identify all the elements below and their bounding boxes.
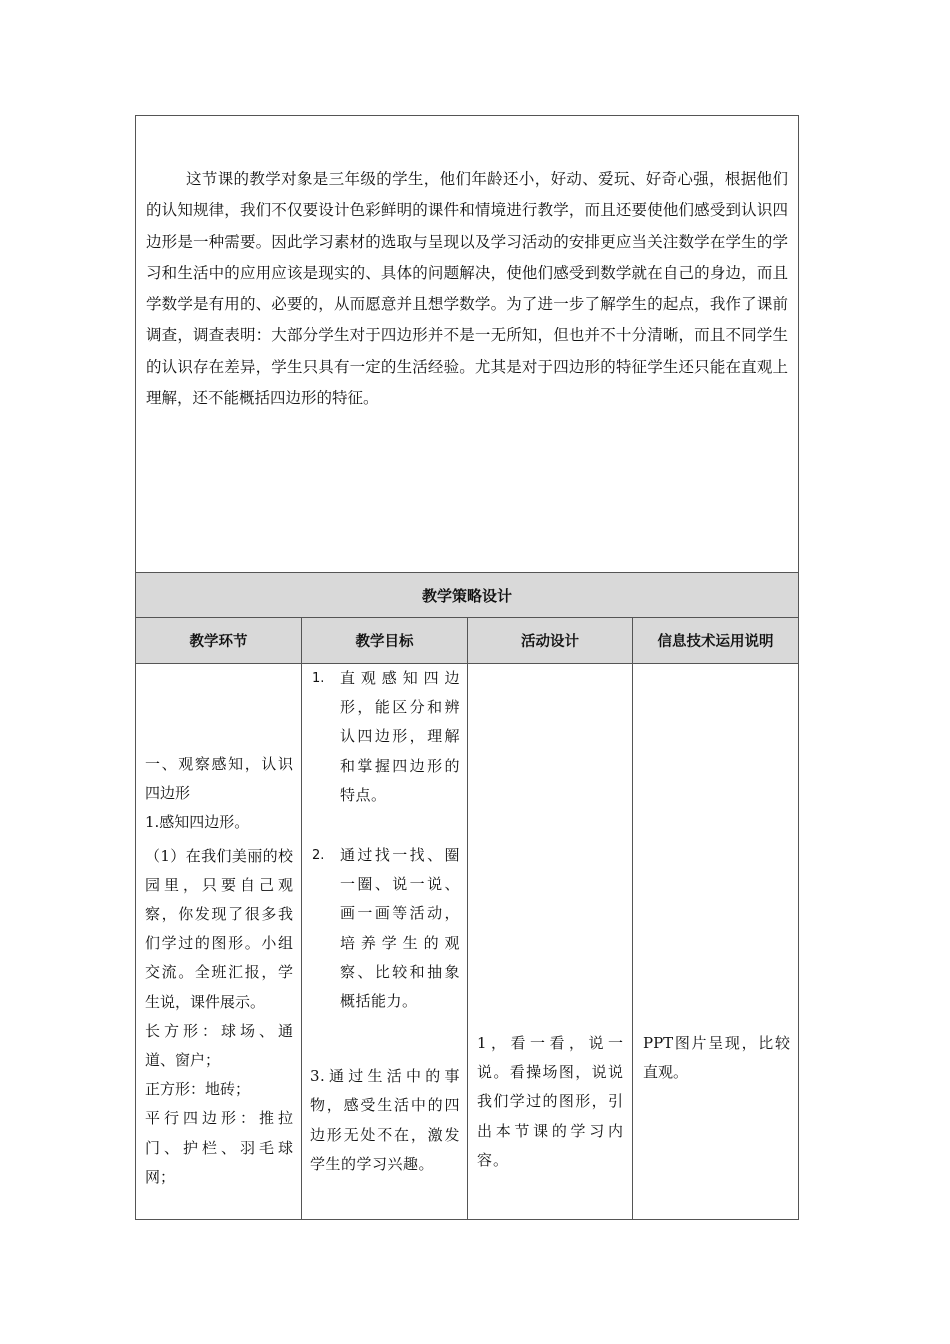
- header-activity-design: 活动设计: [468, 618, 633, 663]
- objective-number: 2.: [312, 848, 325, 864]
- objective-text: 通过找一找、圈一圈、说一说、画一画等活动，培养学生的观察、比较和抽象概括能力。: [340, 846, 460, 1011]
- stage-subtitle: 1.感知四边形。: [145, 813, 250, 832]
- table-header-row: [136, 618, 798, 664]
- table-row: [136, 664, 798, 1219]
- objective-item-2: [310, 841, 460, 1016]
- student-analysis-paragraph: 这节课的教学对象是三年级的学生，他们年龄还小，好动、爱玩、好奇心强，根据他们的认知规律，我们不仅要设计色彩鲜明的课件和情境进行教学，而且还要使他们感受到认识四边形是一种需要。因此学习素材的选取与呈现以及学习活动的安排更应当关注数学在学生的学习和生活中的应用应该是现实的、具体的问题解决，使他们感受到数学就在自己的身边，而且学数学是有用的、必要的，从而愿意并且想学数学。为了进一步了解学生的起点，我作了课前调查，调查表明：大部分学生对于四边形并不是一无所知，但也并不十分清晰，而且不同学生的认识存在差异，学生只具有一定的生活经验。尤其是对于四边形的特征学生还只能在直观上理解，还不能概括四边形的特征。: [146, 170, 788, 408]
- tech-notes-text: PPT图片呈现，比较直观。: [643, 1034, 790, 1082]
- tech-notes-cell: [633, 664, 798, 1219]
- stage-rectangle-examples: 长方形：球场、通道、窗户；: [145, 1021, 293, 1070]
- header-tech-notes: 信息技术运用说明: [657, 634, 774, 650]
- objective-number: 1.: [312, 671, 325, 686]
- stage-square-examples: 正方形：地砖；: [145, 1080, 251, 1099]
- objective-item-3: [310, 1062, 460, 1179]
- activity-design-cell: [468, 664, 633, 1219]
- stage-parallelogram-examples: 平行四边形：推拉门、护栏、羽毛球网；: [145, 1109, 293, 1186]
- objective-text: 3.通过生活中的事物，感受生活中的四边形无处不在，激发学生的学习兴趣。: [310, 1067, 460, 1173]
- teaching-stage-cell: [136, 664, 302, 1219]
- stage-title: 一、观察感知，认识四边形: [145, 755, 293, 803]
- activity-text: 1，看一看，说一说。看操场图，说说我们学过的图形，引出本节课的学习内容。: [477, 1034, 624, 1169]
- objective-text: 直观感知四边形，能区分和辨认四边形，理解和掌握四边形的特点。: [340, 669, 460, 804]
- stage-item-1: （1）在我们美丽的校园里，只要自己观察，你发现了很多我们学过的图形。小组交流。全班汇报，学生说，课件展示。: [145, 846, 293, 1011]
- section-title: 教学策略设计: [136, 573, 798, 618]
- teaching-objective-cell: [302, 664, 468, 1219]
- header-teaching-objective: 教学目标: [302, 618, 468, 663]
- objective-item-1: [310, 664, 460, 810]
- header-teaching-stage: 教学环节: [136, 618, 302, 663]
- lesson-design-table: [135, 115, 799, 1220]
- student-analysis-cell: [136, 116, 798, 573]
